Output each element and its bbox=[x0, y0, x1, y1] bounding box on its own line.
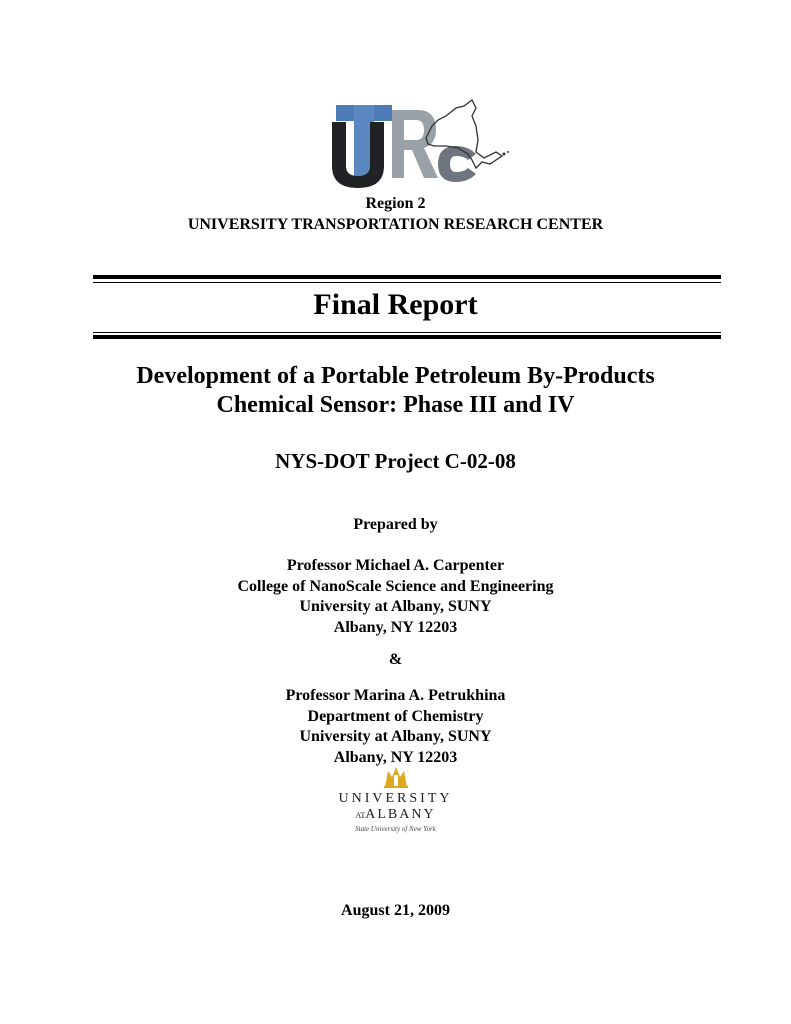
author2-block bbox=[0, 686, 791, 768]
author2-university: University at Albany, SUNY bbox=[299, 728, 492, 745]
ualbany-tagline: State University of New York bbox=[355, 825, 436, 833]
project-number: NYS-DOT Project C-02-08 bbox=[275, 449, 516, 473]
ualbany-line2 bbox=[0, 807, 791, 824]
title-line-1: Development of a Portable Petroleum By-Products bbox=[136, 363, 655, 389]
bottom-rule-thin bbox=[93, 332, 721, 333]
author2-dept: Department of Chemistry bbox=[307, 707, 484, 725]
author1-dept: College of NanoScale Science and Engineering bbox=[237, 577, 554, 595]
center-name: UNIVERSITY TRANSPORTATION RESEARCH CENTER bbox=[187, 216, 604, 233]
ualbany-line1: UNIVERSITY bbox=[338, 791, 453, 806]
top-rule-thick bbox=[93, 275, 721, 279]
ampersand: & bbox=[388, 651, 403, 668]
utrc-logo bbox=[326, 96, 516, 190]
author1-name: Professor Michael A. Carpenter bbox=[286, 557, 505, 574]
report-date: August 21, 2009 bbox=[341, 902, 450, 919]
ualbany-albany: ALBANY bbox=[365, 807, 436, 822]
author1-city: Albany, NY 12203 bbox=[333, 618, 458, 636]
top-rule-thin bbox=[93, 282, 721, 283]
author1-block bbox=[0, 556, 791, 638]
author2-city: Albany, NY 12203 bbox=[333, 748, 458, 766]
prepared-by: Prepared by bbox=[353, 516, 438, 533]
bottom-rule-thick bbox=[93, 335, 721, 339]
author2-name: Professor Marina A. Petrukhina bbox=[285, 687, 506, 704]
region-label: Region 2 bbox=[365, 195, 426, 212]
author1-university: University at Albany, SUNY bbox=[299, 598, 492, 615]
title-line-2: Chemical Sensor: Phase III and IV bbox=[216, 392, 575, 418]
report-type-title: Final Report bbox=[313, 288, 478, 321]
report-title bbox=[0, 362, 791, 420]
ualbany-at: AT bbox=[355, 811, 366, 820]
crest-icon bbox=[382, 765, 410, 789]
ualbany-logo bbox=[0, 765, 791, 834]
